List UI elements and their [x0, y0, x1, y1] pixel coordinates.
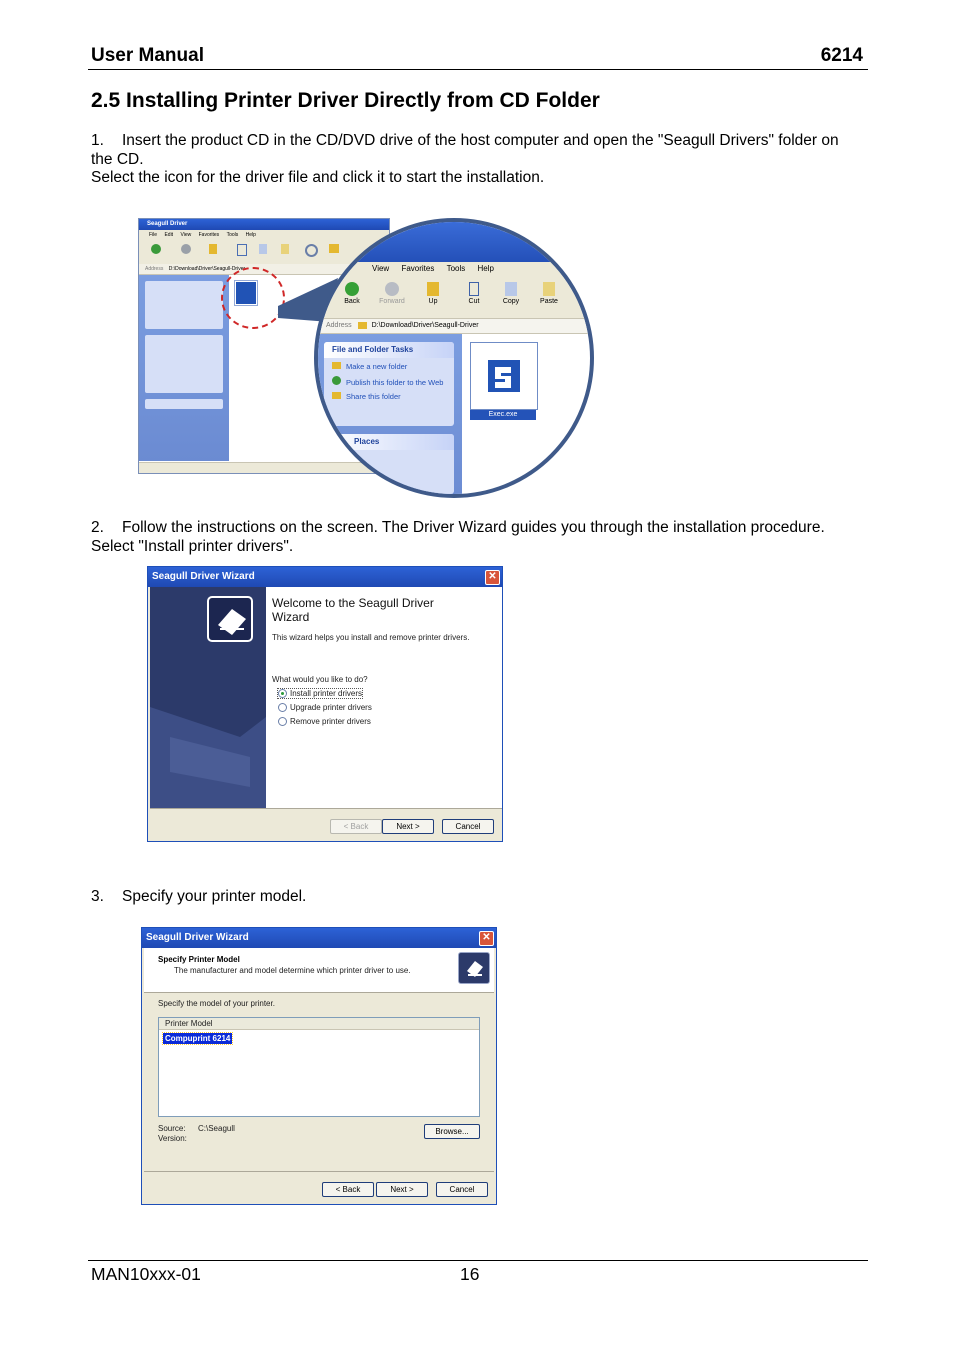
paste-icon[interactable] [281, 244, 289, 254]
wizard1-question: What would you like to do? [272, 675, 368, 684]
zoom-places-box [324, 434, 454, 494]
zoom-task-box [324, 342, 454, 426]
menu-file[interactable]: File [149, 232, 158, 238]
zoom-menu-view[interactable]: View [372, 264, 390, 273]
header-left: User Manual [91, 45, 204, 66]
menu-view[interactable]: View [180, 232, 192, 238]
step-3-text: Specify your printer model. [122, 888, 307, 905]
header-rule [88, 69, 868, 70]
zoom-titlebar [318, 222, 594, 262]
zoom-menu-tools[interactable]: Tools [446, 264, 466, 273]
wizard2-instruction: Specify the model of your printer. [158, 999, 275, 1008]
printer-model-selected-row[interactable]: Compuprint 6214 [165, 1034, 231, 1043]
radio-install [278, 689, 287, 698]
zoom-address-label: Address [326, 322, 352, 329]
task-publish-web-label: Publish this folder to the Web [346, 378, 444, 387]
wizard1-back-button[interactable]: < Back [330, 819, 382, 834]
wizard1-content [266, 587, 502, 808]
cut-icon[interactable] [237, 244, 247, 256]
task-make-folder-label: Make a new folder [346, 362, 408, 371]
zoom-circle [314, 218, 594, 498]
step-1 [91, 132, 871, 188]
task-box-small [145, 281, 223, 329]
zoom-cut-icon [469, 282, 479, 296]
wizard1-divider [150, 808, 502, 809]
step-1-text: Insert the product CD in the CD/DVD drive of the host computer and open the "Seagull Drivers" folder on [122, 132, 839, 149]
new-folder-icon [332, 362, 341, 369]
highlight-circle [221, 267, 285, 329]
source-label: Source: [158, 1124, 186, 1133]
zoom-cut-label: Cut [468, 298, 480, 305]
zoom-cut-button[interactable] [460, 282, 488, 305]
zoom-forward-icon [385, 282, 399, 296]
menu-favorites[interactable]: Favorites [198, 232, 220, 238]
wizard2-close-button[interactable]: ✕ [479, 931, 494, 946]
share-folder-icon [332, 392, 341, 399]
details-box-small [145, 399, 223, 409]
footer-rule [88, 1260, 868, 1261]
step-3-number: 3. [91, 888, 104, 905]
search-icon[interactable] [305, 244, 318, 257]
wizard1-close-button[interactable]: ✕ [485, 570, 500, 585]
menu-tools[interactable]: Tools [226, 232, 239, 238]
wizard2-cancel-button[interactable]: Cancel [436, 1182, 488, 1197]
address-label-small: Address [145, 266, 164, 272]
zoom-driver-file[interactable] [470, 342, 538, 410]
wizard1-heading: Welcome to the Seagull Driver Wizard [272, 596, 434, 624]
up-icon[interactable] [209, 244, 217, 254]
wizard2-header-panel [144, 948, 494, 993]
wizard1-title: Seagull Driver Wizard [148, 567, 502, 587]
zoom-file-label: Exec.exe [470, 410, 536, 420]
zoom-paste-button[interactable] [534, 282, 564, 305]
printer-illustration [150, 587, 266, 808]
zoom-copy-button[interactable] [496, 282, 526, 305]
wizard2-heading: Specify Printer Model [158, 955, 240, 964]
explorer-title: Seagull Driver [139, 219, 389, 230]
wizard1-description: This wizard helps you install and remove printer drivers. [272, 633, 470, 642]
browse-button[interactable]: Browse... [424, 1124, 480, 1139]
zoom-forward-label: Forward [379, 298, 405, 305]
section-title: 2.5 Installing Printer Driver Directly from CD Folder [91, 89, 600, 112]
zoom-task-pane [318, 334, 462, 498]
option-remove-drivers[interactable] [278, 717, 371, 726]
source-value: C:\Seagull [198, 1124, 235, 1133]
wizard1-side-banner [150, 587, 266, 808]
option-upgrade-label: Upgrade printer drivers [290, 703, 372, 712]
zoom-up-icon [427, 282, 439, 296]
explorer-task-pane [139, 275, 229, 461]
zoom-back-icon [345, 282, 359, 296]
zoom-back-label: Back [344, 298, 360, 305]
forward-icon[interactable] [181, 244, 191, 254]
zoom-menubar [318, 262, 594, 276]
task-publish-web[interactable] [332, 376, 446, 388]
printer-model-column-header[interactable]: Printer Model [159, 1018, 479, 1030]
address-small[interactable]: D:\Download\Driver\Seagull-Driver [168, 266, 246, 272]
menu-help[interactable]: Help [245, 232, 256, 238]
zoom-copy-icon [505, 282, 517, 296]
wizard2-back-button[interactable]: < Back [322, 1182, 374, 1197]
task-make-folder[interactable] [332, 362, 450, 372]
option-upgrade-drivers[interactable] [278, 703, 372, 712]
wizard2-title: Seagull Driver Wizard [142, 928, 496, 948]
globe-icon [332, 376, 341, 385]
zoom-task-box-title: File and Folder Tasks [324, 342, 454, 358]
zoom-menu-favorites[interactable]: Favorites [401, 264, 435, 273]
step-2-text: Follow the instructions on the screen. The Driver Wizard guides you through the installation procedure. [122, 519, 825, 536]
footer-page-number: 16 [460, 1264, 480, 1284]
task-share-folder-label: Share this folder [346, 392, 401, 401]
wizard1-next-button[interactable]: Next > [382, 819, 434, 834]
zoom-places-title: Places [324, 434, 454, 450]
step-1-text-cont: the CD. [91, 150, 144, 168]
wizard1-cancel-button[interactable]: Cancel [442, 819, 494, 834]
explorer-screenshot [138, 218, 588, 496]
zoom-copy-label: Copy [502, 298, 520, 305]
zoom-up-label: Up [428, 298, 438, 305]
places-box-small [145, 335, 223, 393]
step-2-number: 2. [91, 519, 104, 536]
option-install-label: Install printer drivers [290, 689, 363, 698]
step-1-number: 1. [91, 132, 104, 149]
version-label: Version: [158, 1134, 187, 1143]
zoom-paste-icon [543, 282, 555, 296]
zoom-up-button[interactable] [418, 282, 448, 305]
wizard2-subheading: The manufacturer and model determine which printer driver to use. [174, 966, 411, 975]
zoom-forward-button[interactable] [372, 282, 412, 305]
radio-remove [278, 717, 287, 726]
step-2 [91, 519, 871, 556]
zoom-address-bar [318, 319, 594, 334]
zoom-paste-label: Paste [540, 298, 558, 305]
step-1-extra: Select the icon for the driver file and click it to start the installation. [91, 169, 545, 186]
option-remove-label: Remove printer drivers [290, 717, 371, 726]
wizard2-printer-icon [458, 952, 490, 984]
wizard-printer-model-window [141, 927, 497, 1205]
zoom-toolbar [318, 276, 594, 319]
copy-icon[interactable] [259, 244, 267, 254]
task-share-folder[interactable] [332, 392, 450, 402]
footer-doc-id: MAN10xxx-01 [91, 1264, 201, 1284]
header-right: 6214 [820, 45, 863, 66]
radio-upgrade [278, 703, 287, 712]
zoom-menu-help[interactable]: Help [477, 264, 494, 273]
menu-edit[interactable]: Edit [164, 232, 174, 238]
wizard2-divider [144, 1171, 494, 1172]
step-3 [91, 888, 871, 907]
printer-model-list[interactable] [158, 1017, 480, 1117]
back-icon[interactable] [151, 244, 161, 254]
wizard2-next-button[interactable]: Next > [376, 1182, 428, 1197]
zoom-back-button[interactable] [332, 282, 372, 305]
step-2-extra: Select "Install printer drivers". [91, 537, 294, 555]
zoom-folder-icon [358, 322, 367, 329]
zoom-address[interactable]: D:\Download\Driver\Seagull-Driver [371, 322, 479, 329]
wizard-welcome-window [147, 566, 503, 842]
seagull-file-icon [471, 343, 537, 409]
option-install-drivers[interactable] [278, 689, 362, 698]
